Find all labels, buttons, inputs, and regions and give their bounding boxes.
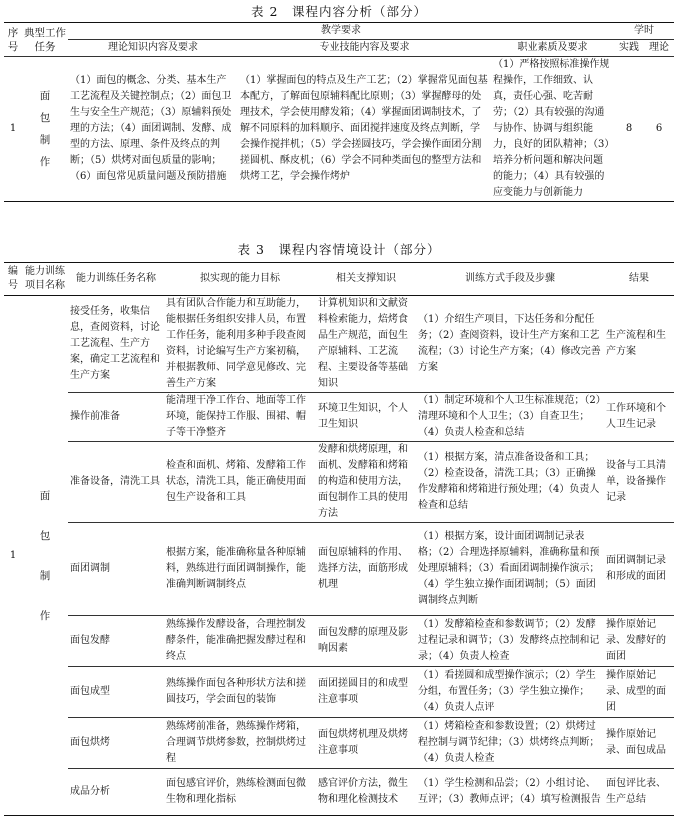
- table3-know-cell: 面包烘烤机理及烘烤注意事项: [316, 718, 416, 769]
- table3-result-cell: 操作原始记录、面包成品: [604, 718, 674, 769]
- table3-item-cell: [22, 296, 68, 816]
- table3-know-cell: 环境卫生知识，个人卫生知识: [316, 393, 416, 442]
- table-row: [4, 442, 674, 523]
- table-row: [4, 667, 674, 718]
- table2-header-theory-req: 理论知识内容及要求: [108, 42, 198, 53]
- table3-no: 1: [4, 296, 22, 816]
- table3-body: [4, 296, 674, 816]
- table2-header-skill-req: 专业技能内容及要求: [319, 42, 410, 53]
- table3-header-knowledge: 相关支撑知识: [316, 263, 416, 296]
- table3-result-cell: 设备与工具清单，设备操作记录: [604, 442, 674, 523]
- table3-know-cell: 面团搓圆目的和成型注意事项: [316, 667, 416, 718]
- table2-header-hours: 学时: [614, 23, 674, 40]
- table3-know-cell: 面包发酵的原理及影响因素: [316, 616, 416, 667]
- table3-result-cell: 面包评比表、生产总结: [604, 769, 674, 816]
- table3-task-cell: 面团调制: [68, 523, 164, 616]
- table3-method-cell: （1）烤箱检查和参数设置；（2）烘烤过程控制与调节纪律；（3）烘烤终点判断；（4）负责人检查: [416, 718, 604, 769]
- table3-goal-cell: 检查和面机、烤箱、发酵箱工作状态，清洗工具，能正确使用面包生产设备和工具: [164, 442, 316, 523]
- table-row: [4, 393, 674, 442]
- table2-header-practice: 实践: [619, 42, 640, 53]
- table3-header-item: 能力训练项目名称: [22, 263, 68, 296]
- table3-method-cell: （1）看搓圆和成型操作演示；（2）学生分组，布置任务；（3）学生独立操作；（4）负责人点评: [416, 667, 604, 718]
- table3-result-cell: 面团调制记录和形成的面团: [604, 523, 674, 616]
- table3-header-no: 编号: [4, 263, 22, 296]
- table2-header-theory: 理论: [649, 42, 670, 53]
- table3-method-cell: （1）介绍生产项目，下达任务和分配任务；（2）查阅资料，设计生产方案和工艺流程；（3）讨论生产方案；（4）修改完善方案: [416, 296, 604, 393]
- table-row: [4, 718, 674, 769]
- table2-theory-hours: 6: [644, 57, 674, 202]
- table3-header-goal: 拟实现的能力目标: [164, 263, 316, 296]
- table-row: [4, 616, 674, 667]
- table3-goal-cell: 熟练烤前准备，熟练操作烤箱，合理调节烘烤参数，控制烘烤过程: [164, 718, 316, 769]
- table3-item: 面包制作: [39, 489, 51, 622]
- table3-result-cell: 工作环境和个人卫生记录: [604, 393, 674, 442]
- table2: [4, 22, 674, 202]
- table2-header-quality-req: 职业素质及要求: [517, 42, 588, 53]
- table2-task-cell: [22, 57, 68, 202]
- table3-header-method: 训练方式手段及步骤: [416, 263, 604, 296]
- table3-know-cell: 面包原辅料的作用、选择方法，面筋形成机理: [316, 523, 416, 616]
- table3-task-cell: 面包烘烤: [68, 718, 164, 769]
- table3: [4, 262, 674, 816]
- table3-goal-cell: 能清理干净工作台、地面等工作环境，能保持工作服、围裙、帽子等干净整齐: [164, 393, 316, 442]
- table3-method-cell: （1）根据方案，设计面团调制记录表格；（2）合理选择原辅料，准确称量和预处理原辅料；（3）看面团调制操作演示；（4）学生独立操作面团调制；（5）面团调制终点判断: [416, 523, 604, 616]
- table-row: [4, 296, 674, 393]
- table3-goal-cell: 具有团队合作能力和互助能力，能根据任务组织安排人员，布置工作任务，能利用多种手段查阅资料，讨论编写生产方案初稿，并根据教师、同学意见修改、完善生产方案: [164, 296, 316, 393]
- table-row: [4, 769, 674, 816]
- table3-method-cell: （1）发酵箱检查和参数调节；（2）发酵过程记录和调节；（3）发酵终点控制和记录；（4）负责人检查: [416, 616, 604, 667]
- table3-method-cell: （1）根据方案，清点准备设备和工具；（2）检查设备，清洗工具；（3）正确操作发酵箱和烤箱进行预处理；（4）负责人检查和总结: [416, 442, 604, 523]
- table3-task-cell: 准备设备，清洗工具: [68, 442, 164, 523]
- table3-method-cell: （1）制定环境和个人卫生标准规范；（2）清理环境和个人卫生；（3）自查卫生；（4）负责人检查和总结: [416, 393, 604, 442]
- table2-practice-hours: 8: [614, 57, 644, 202]
- table3-result-cell: 操作原始记录、发酵好的面团: [604, 616, 674, 667]
- table3-task-cell: 操作前准备: [68, 393, 164, 442]
- table3-result-cell: 操作原始记录、成型的面团: [604, 667, 674, 718]
- table3-task-cell: 成品分析: [68, 769, 164, 816]
- table3-goal-cell: 根据方案，能准确称量各种原辅料，熟练进行面团调制操作，能准确判断调制终点: [164, 523, 316, 616]
- table3-result-cell: 生产流程和生产方案: [604, 296, 674, 393]
- table3-header-result: 结果: [604, 263, 674, 296]
- table3-know-cell: 计算机知识和文献资料检索能力，焙烤食品生产规范，面包生产原辅料、工艺流程、主要设备等基础知识: [316, 296, 416, 393]
- table2-header-task: 典型工作任务: [22, 23, 68, 57]
- table3-goal-cell: 面包感官评价，熟练检测面包微生物和理化指标: [164, 769, 316, 816]
- table2-skill-content: （1）掌握面包的特点及生产工艺；（2）掌握常见面包基本配方，了解面包原辅料配比原则；（3）掌握酵母的处理技术，学会使用酵发箱；（4）掌握面团调制技术，了解不同原料的加料顺序、面团搅拌速度及终点判断，学会操作搅拌机；（5）学会搓圆技巧，学会操作面团分割搓圆机、酥皮机；（6）学会不同种类面包的整型方法和烘烤工艺，学会操作烤炉: [238, 57, 491, 202]
- table3-caption: 表 3 课程内容情境设计（部分）: [237, 242, 441, 257]
- table3-know-cell: 感官评价方法，微生物和理化检测技术: [316, 769, 416, 816]
- table2-header-seq: 序号: [4, 23, 22, 57]
- table2-quality-content: （1）严格按照标准操作规程操作，工作细致、认真，责任心强、吃苦耐劳；（2）具有较强的沟通与协作、协调与组织能力，良好的团队精神；（3）培养分析问题和解决问题的能力；（4）具有较强的应变能力与创新能力: [491, 57, 614, 202]
- table2-task: 面包制作: [39, 90, 51, 168]
- table3-method-cell: （1）学生检测和品尝；（2）小组讨论、互评；（3）教师点评；（4）填写检测报告: [416, 769, 604, 816]
- table2-caption: 表 2 课程内容分析（部分）: [251, 4, 427, 19]
- table3-header-task: 能力训练任务名称: [68, 263, 164, 296]
- table3-task-cell: 接受任务，收集信息，查阅资料，讨论工艺流程、生产方案，确定工艺流程和生产方案: [68, 296, 164, 393]
- table3-task-cell: 面包成型: [68, 667, 164, 718]
- table3-goal-cell: 熟练操作发酵设备，合理控制发酵条件，能准确把握发酵过程和终点: [164, 616, 316, 667]
- table3-task-cell: 面包发酵: [68, 616, 164, 667]
- table3-goal-cell: 熟练操作面包各种形状方法和搓圆技巧，学会面包的装饰: [164, 667, 316, 718]
- table2-theory-content: （1）面包的概念、分类、基本生产工艺流程及关键控制点；（2）面包卫生与安全生产规范；（3）原辅料预处理的方法；（4）面团调制、发酵、成型的方法、原理、条件及终点的判断；（5）烘烤对面包质量的影响；（6）面包常见质量问题及预防措施: [68, 57, 238, 202]
- table2-seq: 1: [4, 57, 22, 202]
- table3-know-cell: 发酵和烘烤原理，和面机、发酵箱和烤箱的构造和使用方法，面包制作工具的使用方法: [316, 442, 416, 523]
- table2-header-requirements: 教学要求: [68, 23, 614, 40]
- table-row: [4, 523, 674, 616]
